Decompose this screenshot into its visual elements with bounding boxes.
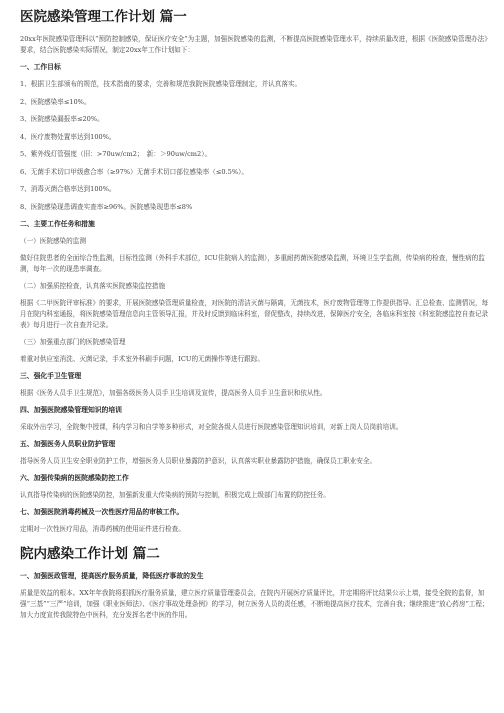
section-text-infectious-disease: 认真指导传染病的医院感染防控，加强新发重大传染病的预防与控制，积极完成上级部门布置的防控任务。 [20,491,330,499]
goal-item-4: 4、医疗废物处置率达到100%。 [20,132,116,141]
goal-item-5: 5、紫外线灯管强度（旧：>70uw/cm2； 新：＞90uw/cm2）。 [20,150,212,158]
section-heading-disinfection-review: 七、加强医院消毒药械及一次性医疗用品的审核工作。 [20,508,184,516]
subsection-text-quality-control: 根据《二甲医院评审标准》的要求，开展医院感染管理质量检查，对医院的清洁灭菌与隔离，无菌技术，医疗废物管理等工作提供指导。汇总检查、监测情况，每月在院内科室通报，将医院感染管理信息向主管领导汇报，并及时反馈到临床科室，督促整改，持续改进，保障医疗安全，各临床科室按《科室院感监控自查记录表》每月进行一次自查并记录。 [20,299,489,329]
goal-item-6: 6、无菌手术切口甲级愈合率（≥97%）无菌手术切口部位感染率（≤0.5%）。 [20,167,248,176]
goal-item-1: 1、根据卫生部颁布的规范，技术指南的要求，完善和规范我院医院感染管理制定，并认真落实。 [20,80,302,88]
goal-item-2: 2、医院感染率≤10%。 [20,97,91,106]
subsection-text-monitoring: 做好住院患者的全面综合性监测，目标性监测（外科手术部位，ICU住院病人的监测），多重耐药菌医院感染监测，环境卫生学监测，传染病的检查，慢性病的监测，每年一次的现患率调查。 [20,254,485,273]
subsection-title-key-departments: （三）加强重点部门的医院感染管理 [20,338,126,346]
document-title-1: 医院感染管理工作计划 篇一 [20,9,187,25]
goal-item-7: 7、消毒灭菌合格率达到100%。 [20,185,116,193]
section-heading-training: 四、加强医院感染管理知识的培训 [20,406,122,414]
goal-item-3: 3、医院感染漏报率≤20%。 [20,115,104,123]
section-text-hand-hygiene: 根据《医务人员手卫生规范》，加强各级医务人员手卫生培训及宣传，提高医务人员手卫生意识和依从性。 [20,389,327,397]
section-heading-occupational-protection: 五、加强医务人员职业防护管理 [20,440,116,448]
section-text-medical-management: 质量是效益的根本。XX年年我院将狠抓医疗服务质量，建立医疗质量管理委员会，在院内开展医疗质量评比，并定期将评比结果公示上墙，接受全院的监督，加强“三基”“三严”培训，加强《职业医师法》、《医疗事故处理条例》的学习，树立医务人员的责任感，不断地提高医疗技术，完善自我；继续推进“放心药房”工程；加大力度宣传我院特色中医科，充分发挥名老中医的作用。 [20,589,489,619]
subsection-title-quality-control: （二）加强质控检查，认真落实医院感染监控措施 [20,282,166,290]
section-heading-medical-management: 一、加强医政管理，提高医疗服务质量，降低医疗事故的发生 [20,572,204,580]
section-heading-hand-hygiene: 三、强化手卫生管理 [20,372,82,380]
goal-item-8: 8、医院感染现患调查实查率≥96%。医院感染现患率≤8% [20,202,193,211]
section-heading-tasks: 二、主要工作任务和措施 [20,220,95,228]
subsection-text-key-departments: 着重对供应室消洗、灭菌记录，手术室外科刷手问题，ICU的无菌操作等进行跟踪。 [20,355,264,363]
document-page [20,8,490,627]
subsection-title-monitoring: （一）医院感染的监测 [20,237,86,245]
section-text-occupational-protection: 指导医务人员卫生安全职业防护工作，增强医务人员职业暴露防护意识，认真落实职业暴露防护措施，确保员工职业安全。 [20,457,377,465]
section-heading-goals: 一、工作目标 [20,63,61,71]
section-text-disinfection-review: 定期对一次性医疗用品，消毒药械的使用证件进行检查。 [20,525,185,533]
intro-paragraph: 20xx年医院感染管理科以“预防控制感染，保证医疗安全”为主题，加强医院感染的监测，不断提高医院感染管理水平，持续质量改进，根据《医院感染管理办法》要求，结合医院感染实际情况，制定20xx年工作计划如下： [20,35,488,54]
section-text-training: 采取外出学习，全院集中授课，科内学习和自学等多种形式，对全院各级人员进行医院感染管理知识培训，对新上岗人员岗前培训。 [20,423,403,431]
section-heading-infectious-disease: 六、加强传染病的医院感染防控工作 [20,474,129,482]
document-title-2: 院内感染工作计划 篇二 [20,546,160,562]
